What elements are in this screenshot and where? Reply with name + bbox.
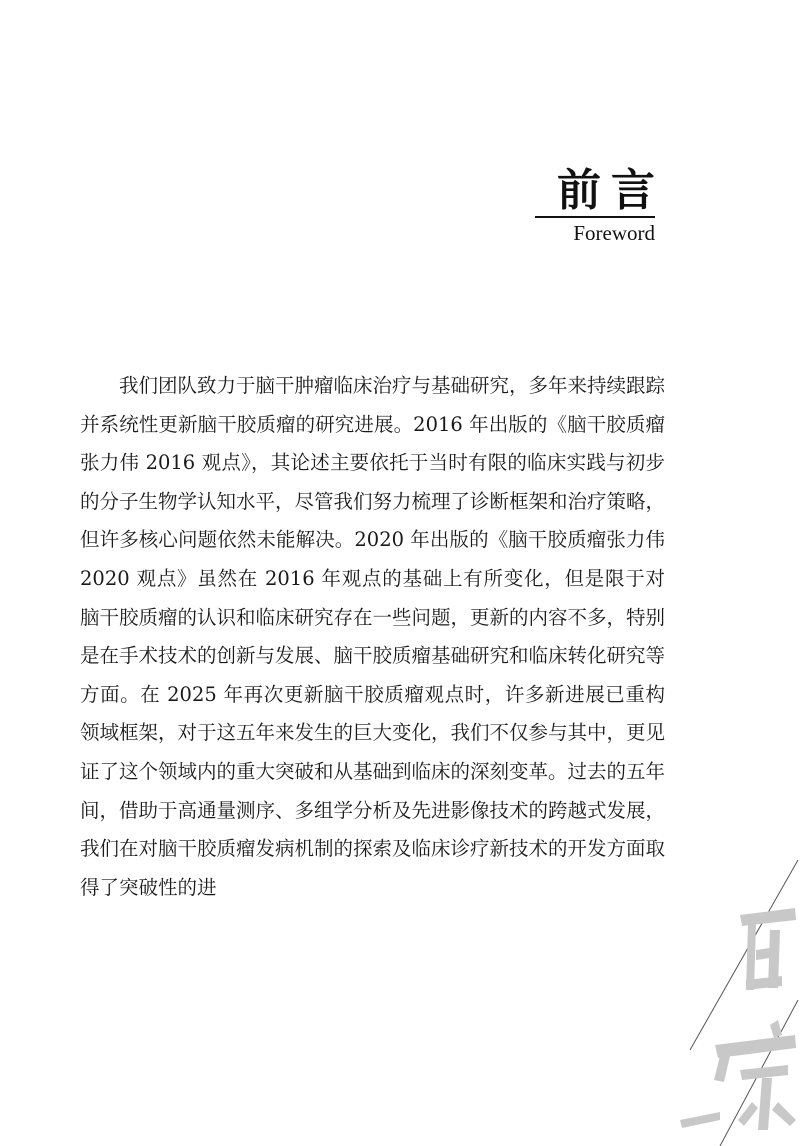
page-subtitle: Foreword bbox=[573, 221, 655, 245]
page-title: 前言 bbox=[557, 165, 665, 216]
body-paragraph: 我们团队致力于脑干肿瘤临床治疗与基础研究，多年来持续跟踪并系统性更新脑干胶质瘤的研究进展。2016 年出版的《脑干胶质瘤张力伟 2016 观点》，其论述主要依托于当时有限的临床实践与初步的分子生物学认知水平，尽管我们努力梳理了诊断框架和治疗策略，但许多核心问题依然未能解决。2020 年出版的《脑干胶质瘤张力伟 2020 观点》虽然在 2016 年观点的基础上有所变化，但是限于对脑干胶质瘤的认识和临床研究存在一些问题，更新的内容不多，特别是在手术技术的创新与发展、脑干胶质瘤基础研究和临床转化研究等方面。在 2025 年再次更新脑干胶质瘤观点时，许多新进展已重构领域框架，对于这五年来发生的巨大变化，我们不仅参与其中，更见证了这个领域内的重大突破和从基础到临床的深刻变革。过去的五年间，借助于高通量测序、多组学分析及先进影像技术的跨越式发展，我们在对脑干胶质瘤发病机制的探索及临床诊疗新技术的开发方面取得了突破性的进 bbox=[80, 374, 666, 899]
title-underline bbox=[535, 216, 655, 218]
decorative-watermark bbox=[620, 820, 800, 1146]
brush-strokes bbox=[680, 908, 796, 1130]
heading-block bbox=[535, 165, 665, 246]
decorative-line bbox=[690, 860, 798, 1050]
